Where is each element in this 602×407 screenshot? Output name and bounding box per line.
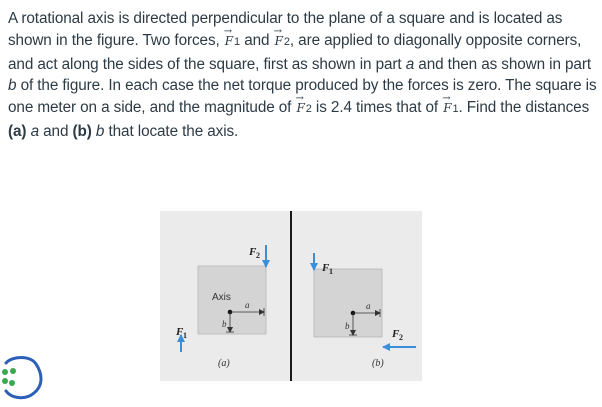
- problem-seg9: that locate the axis.: [108, 122, 239, 140]
- f2-vector-symbol: → F: [275, 31, 283, 53]
- f1-vector-symbol-2: → F: [443, 98, 451, 120]
- dim-a-label: a: [245, 300, 250, 310]
- f2-subscript: 2: [283, 35, 290, 48]
- f2-vector-symbol-2: → F: [297, 98, 305, 120]
- palette-blob-icon[interactable]: [0, 355, 46, 407]
- problem-seg8: and: [43, 122, 69, 140]
- f2-sub-a: 2: [256, 251, 260, 260]
- var-a: a: [30, 122, 39, 140]
- f1-label-b: F: [322, 262, 330, 274]
- problem-seg6: is 2.4 times that of: [315, 99, 439, 117]
- part-b-ref: b: [8, 77, 17, 95]
- f2-sub-b: 2: [399, 333, 403, 342]
- axis-label: Axis: [212, 292, 231, 303]
- dim-b-label-b: b: [345, 321, 350, 331]
- f1-vector-symbol: → F: [225, 31, 233, 53]
- problem-text: [8, 8, 598, 143]
- f1-sub-b: 1: [329, 267, 333, 276]
- f2-label-b: F: [392, 328, 400, 340]
- dim-b-label: b: [222, 319, 227, 329]
- problem-seg1: A rotational axis is directed perpendicular to the plane of a square and is located as shown in the figure. Two forces,: [8, 10, 563, 49]
- f1-label-a: F: [176, 326, 184, 338]
- part-a-ref: a: [405, 55, 415, 73]
- square-a: [198, 266, 266, 334]
- f1-subscript: 1: [234, 35, 241, 48]
- problem-seg4: and then as shown in part: [418, 55, 591, 73]
- torque-figure: [160, 211, 422, 381]
- problem-seg3: , are applied to diagonally opposite corners, and act along the sides of the square, first as shown in part: [8, 31, 582, 73]
- f1-sub-a: 1: [183, 331, 187, 340]
- problem-seg5: of the figure. In each case the net torque produced by the forces is zero. The square is one meter on a side, and the magnitude of: [8, 77, 597, 117]
- caption-a: (a): [218, 358, 230, 369]
- caption-b: (b): [372, 358, 384, 369]
- problem-seg7: . Find the distances: [458, 99, 590, 117]
- figure-svg: [160, 211, 422, 381]
- f1-subscript-2: 1: [452, 103, 459, 116]
- f2-subscript-2: 2: [305, 103, 312, 116]
- question-b-label: (b): [72, 122, 92, 140]
- f2-label-a: F: [249, 246, 257, 258]
- problem-seg2: and: [244, 31, 270, 49]
- question-a-label: (a): [8, 122, 27, 140]
- var-b: b: [95, 122, 105, 140]
- dim-a-label-b: a: [366, 301, 371, 311]
